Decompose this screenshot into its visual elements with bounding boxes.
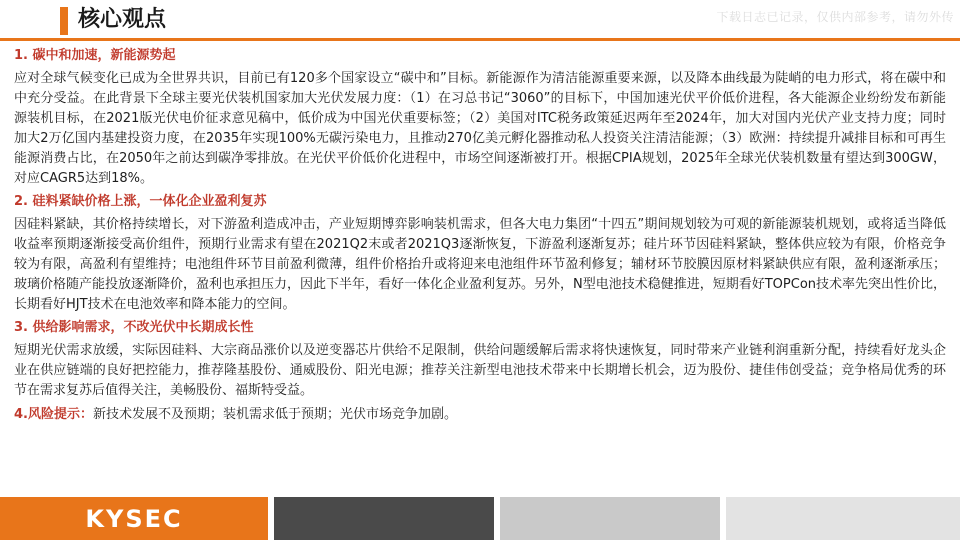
footer-bar-mid — [500, 497, 720, 540]
section-body: 因硅料紧缺，其价格持续增长，对下游盈利造成冲击，产业短期博弈影响装机需求，但各大电力集团“十四五”期间规划较为可观的新能源装机规划，或将适当降低收益率预期逐渐接受高价组件，预期行业需求有望在2021Q2末或者2021Q3逐渐恢复，下游盈利逐渐复苏；硅片环节因硅料紧缺，整体供应较为有限，价格竞争较为有限，高盈利有望维持；电池组件环节目前盈利微薄，组件价格抬升或将迎来电池组件环节盈利修复；辅材环节胶膜因原材料紧缺供应有限，盈利逐渐承压；玻璃价格随产能投放逐渐降价，盈利也承担压力，因此下半年，看好一体化企业盈利复苏。另外，N型电池技术稳健推进，短期看好TOPCon技术率先突出性价比，长期看好HJT技术在电池效率和降本能力的空间。 — [14, 217, 947, 312]
section-3 — [14, 318, 946, 401]
header — [0, 0, 960, 40]
risk-note — [14, 405, 946, 425]
footer — [0, 497, 960, 540]
watermark: 下载日志已记录，仅供内部参考，请勿外传 — [716, 10, 954, 24]
page-title: 核心观点 — [78, 7, 167, 32]
section-body: 短期光伏需求放缓，实际因硅料、大宗商品涨价以及逆变器芯片供给不足限制，供给问题缓解后需求将快速恢复，同时带来产业链利润重新分配，持续看好龙头企业在供应链端的良好把控能力，推荐隆基股份、通威股份、阳光电源；推荐关注新型电池技术带来中长期增长机会，迈为股份、捷佳伟创受益；竞争格局优秀的环节在需求复苏后值得关注，美畅股份、福斯特受益。 — [14, 343, 946, 398]
content — [14, 46, 946, 425]
section-heading: 2. 硅料紧缺价格上涨，一体化企业盈利复苏 — [14, 194, 267, 209]
section-body: 应对全球气候变化已成为全世界共识，目前已有120多个国家设立“碳中和”目标。新能源作为清洁能源重要来源，以及降本曲线最为陡峭的电力形式，将在碳中和中充分受益。在此背景下全球主要光伏装机国家加大光伏发展力度：（1）在习总书记“3060”的目标下，中国加速光伏平价低价进程，各大能源企业纷纷发布新能源装机目标，在2021版光伏电价征求意见稿中，低价成为中国光伏重要标签；（2）美国对ITC税务政策延迟两年至2024年，加大对国内光伏产业支持力度；同时加大2万亿国内基建投资力度，在2035年实现100%无碳污染电力，且推动270亿美元孵化器推动私人投资关注清洁能源；（3）欧洲：持续提升减排目标和可再生能源消费占比，在2050年之前达到碳净零排放。在光伏平价低价化进程中，市场空间逐渐被打开。根据CPIA规划，2025年全球光伏装机数量有望达到300GW，对应CAGR5达到18%。 — [14, 71, 946, 186]
section-heading: 1. 碳中和加速，新能源势起 — [14, 48, 176, 63]
footer-bar-dark — [274, 497, 494, 540]
kysec-logo — [0, 497, 268, 540]
section-2 — [14, 192, 946, 315]
header-rule — [0, 38, 960, 41]
risk-label: 4.风险提示： — [14, 407, 93, 422]
footer-bar-light — [726, 497, 960, 540]
title-accent-bar — [60, 7, 68, 35]
logo-text: KYSEC — [85, 504, 183, 533]
section-heading: 3. 供给影响需求，不改光伏中长期成长性 — [14, 320, 254, 335]
risk-text: 新技术发展不及预期；装机需求低于预期；光伏市场竞争加剧。 — [92, 407, 457, 422]
section-1 — [14, 46, 946, 189]
